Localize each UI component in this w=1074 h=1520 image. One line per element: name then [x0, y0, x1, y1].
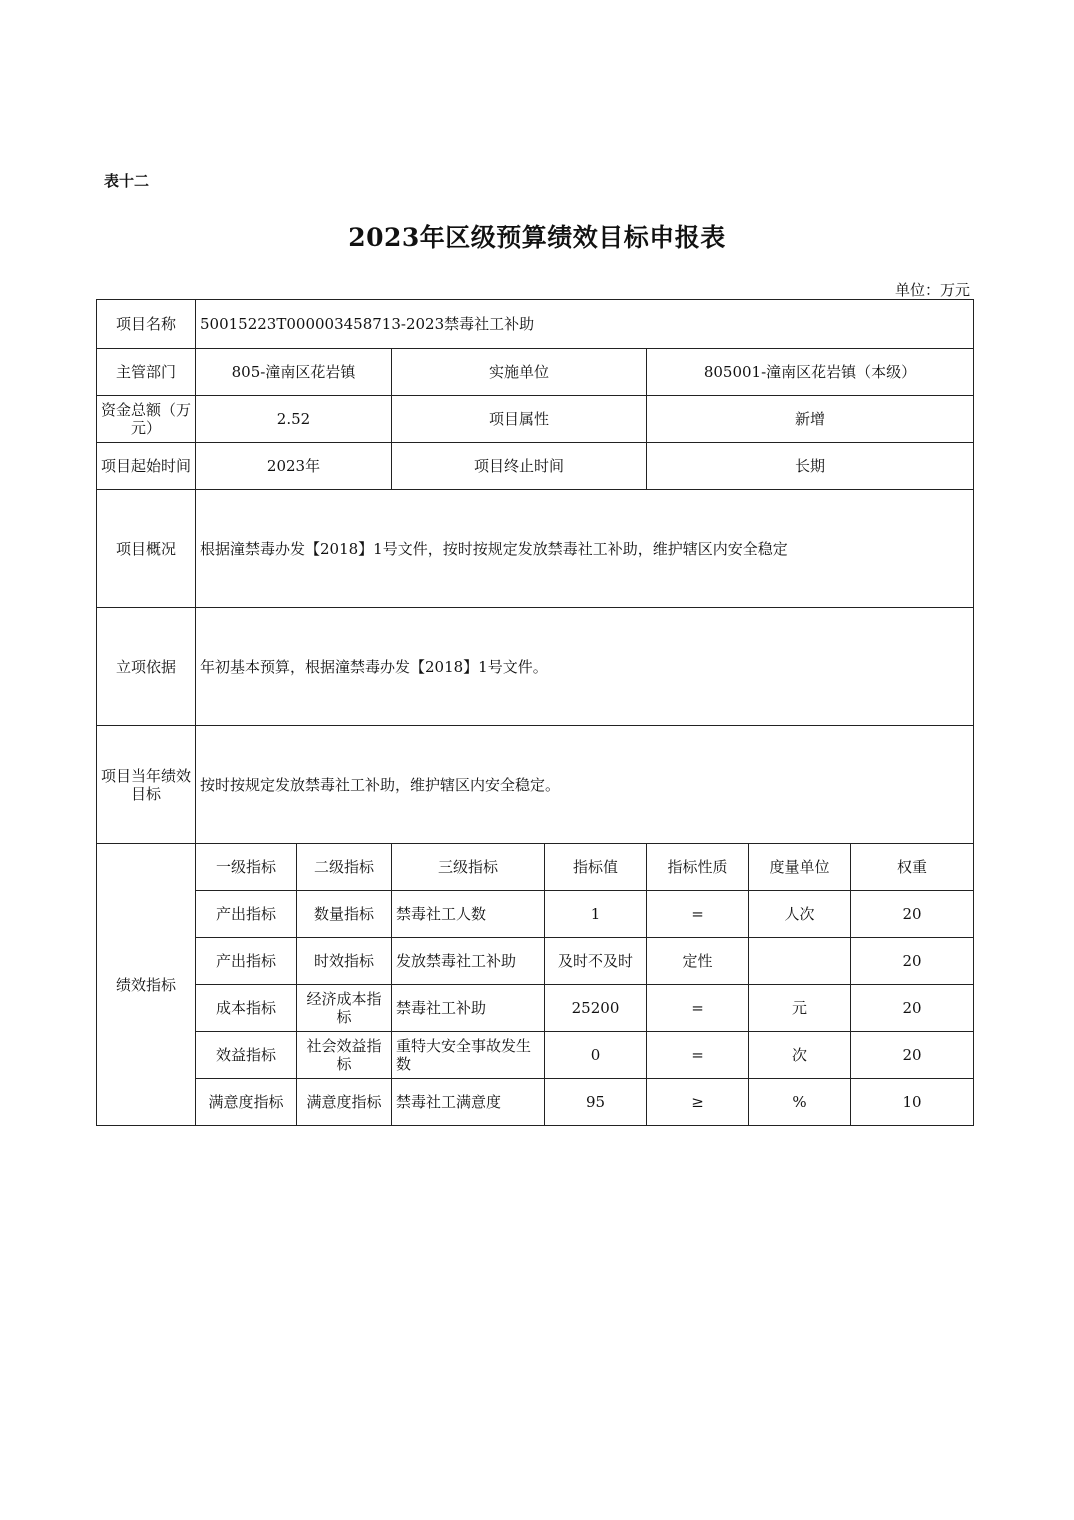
- project-name-label: 项目名称: [97, 300, 196, 349]
- annual-goal-label: 项目当年绩效目标: [97, 726, 196, 844]
- basis-row: [97, 608, 974, 726]
- header-level1: 一级指标: [196, 844, 297, 891]
- weight-cell: 20: [851, 985, 974, 1032]
- annual-goal-value: 按时按规定发放禁毒社工补助，维护辖区内安全稳定。: [196, 726, 974, 844]
- value-cell: 及时不及时: [545, 938, 647, 985]
- weight-cell: 20: [851, 938, 974, 985]
- value-cell: 0: [545, 1032, 647, 1079]
- level2-cell: 经济成本指标: [297, 985, 392, 1032]
- level2-cell: 时效指标: [297, 938, 392, 985]
- indicator-row: [97, 985, 974, 1032]
- project-attribute-label: 项目属性: [392, 396, 647, 443]
- level3-cell: 禁毒社工人数: [392, 891, 545, 938]
- level3-cell: 禁毒社工补助: [392, 985, 545, 1032]
- indicator-row: [97, 1032, 974, 1079]
- level3-cell: 发放禁毒社工补助: [392, 938, 545, 985]
- unit-cell: [749, 938, 851, 985]
- header-level3: 三级指标: [392, 844, 545, 891]
- nature-cell: ≥: [647, 1079, 749, 1126]
- performance-indicators-label: 绩效指标: [97, 844, 196, 1126]
- department-label: 主管部门: [97, 349, 196, 396]
- project-name-row: [97, 300, 974, 349]
- weight-cell: 20: [851, 1032, 974, 1079]
- weight-cell: 10: [851, 1079, 974, 1126]
- indicator-row: [97, 891, 974, 938]
- level1-cell: 成本指标: [196, 985, 297, 1032]
- project-attribute-value: 新增: [647, 396, 974, 443]
- unit-cell: %: [749, 1079, 851, 1126]
- department-value: 805-潼南区花岩镇: [196, 349, 392, 396]
- unit-cell: 人次: [749, 891, 851, 938]
- start-time-label: 项目起始时间: [97, 443, 196, 490]
- indicator-header-row: [97, 844, 974, 891]
- period-row: [97, 443, 974, 490]
- overview-value: 根据潼禁毒办发【2018】1号文件，按时按规定发放禁毒社工补助，维护辖区内安全稳定: [196, 490, 974, 608]
- end-time-value: 长期: [647, 443, 974, 490]
- level1-cell: 产出指标: [196, 891, 297, 938]
- nature-cell: =: [647, 891, 749, 938]
- level1-cell: 满意度指标: [196, 1079, 297, 1126]
- level2-cell: 满意度指标: [297, 1079, 392, 1126]
- implementing-unit-value: 805001-潼南区花岩镇（本级）: [647, 349, 974, 396]
- level2-cell: 社会效益指标: [297, 1032, 392, 1079]
- header-unit: 度量单位: [749, 844, 851, 891]
- level1-cell: 产出指标: [196, 938, 297, 985]
- goal-row: [97, 726, 974, 844]
- total-funds-label: 资金总额（万元）: [97, 396, 196, 443]
- funds-row: [97, 396, 974, 443]
- header-level2: 二级指标: [297, 844, 392, 891]
- value-cell: 95: [545, 1079, 647, 1126]
- indicator-row: [97, 938, 974, 985]
- start-time-value: 2023年: [196, 443, 392, 490]
- unit-cell: 元: [749, 985, 851, 1032]
- project-name-value: 50015223T000003458713-2023禁毒社工补助: [196, 300, 974, 349]
- nature-cell: =: [647, 985, 749, 1032]
- header-weight: 权重: [851, 844, 974, 891]
- budget-performance-table: [96, 299, 974, 1126]
- header-value: 指标值: [545, 844, 647, 891]
- overview-row: [97, 490, 974, 608]
- nature-cell: 定性: [647, 938, 749, 985]
- table-number-label: 表十二: [104, 172, 150, 190]
- header-nature: 指标性质: [647, 844, 749, 891]
- indicator-row: [97, 1079, 974, 1126]
- level1-cell: 效益指标: [196, 1032, 297, 1079]
- end-time-label: 项目终止时间: [392, 443, 647, 490]
- document-title: 2023年区级预算绩效目标申报表: [348, 223, 726, 252]
- unit-label: 单位：万元: [894, 281, 970, 299]
- implementing-unit-label: 实施单位: [392, 349, 647, 396]
- level3-cell: 重特大安全事故发生数: [392, 1032, 545, 1079]
- basis-label: 立项依据: [97, 608, 196, 726]
- department-row: [97, 349, 974, 396]
- weight-cell: 20: [851, 891, 974, 938]
- level3-cell: 禁毒社工满意度: [392, 1079, 545, 1126]
- overview-label: 项目概况: [97, 490, 196, 608]
- basis-value: 年初基本预算，根据潼禁毒办发【2018】1号文件。: [196, 608, 974, 726]
- nature-cell: =: [647, 1032, 749, 1079]
- total-funds-value: 2.52: [196, 396, 392, 443]
- value-cell: 1: [545, 891, 647, 938]
- value-cell: 25200: [545, 985, 647, 1032]
- level2-cell: 数量指标: [297, 891, 392, 938]
- unit-cell: 次: [749, 1032, 851, 1079]
